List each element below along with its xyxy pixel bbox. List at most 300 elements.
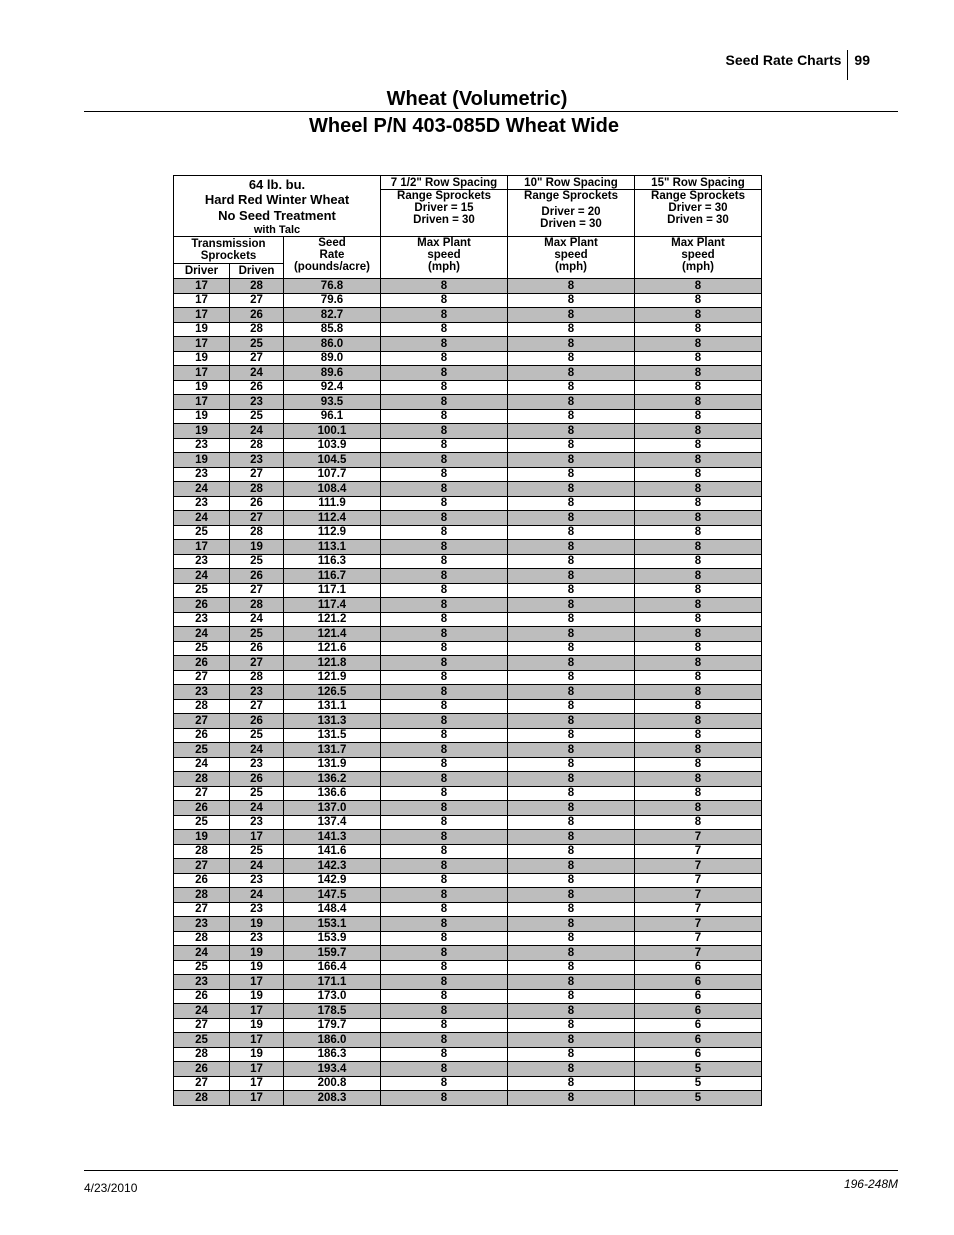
- driver-cell: 26: [174, 656, 230, 671]
- driven-cell: 28: [230, 279, 284, 294]
- range-label: Range Sprockets: [524, 190, 618, 202]
- driven-cell: 23: [230, 931, 284, 946]
- seed-weight-label: 64 lb. bu.: [248, 177, 306, 192]
- table-row: [174, 815, 762, 830]
- seed-rate-cell: 121.9: [284, 670, 381, 685]
- table-row: [174, 453, 762, 468]
- table-row: [174, 656, 762, 671]
- seed-name-label: Hard Red Winter Wheat: [204, 192, 350, 207]
- driver-cell: 26: [174, 801, 230, 816]
- seed-rate-cell: 193.4: [284, 1062, 381, 1077]
- seed-rate-cell: 103.9: [284, 438, 381, 453]
- driven-cell: 17: [230, 1062, 284, 1077]
- speed-7-5-cell: 8: [381, 931, 508, 946]
- speed-10-cell: 8: [508, 1018, 635, 1033]
- running-header: [725, 52, 870, 80]
- speed-10-cell: 8: [508, 786, 635, 801]
- speed-15-cell: 6: [635, 1033, 762, 1048]
- driver-cell: 27: [174, 902, 230, 917]
- driven-cell: 28: [230, 525, 284, 540]
- speed-10-cell: 8: [508, 888, 635, 903]
- driven-cell: 23: [230, 902, 284, 917]
- seed-rate-cell: 86.0: [284, 337, 381, 352]
- speed-15-cell: 8: [635, 322, 762, 337]
- speed-7-5-cell: 8: [381, 322, 508, 337]
- speed-15-cell: 8: [635, 670, 762, 685]
- table-row: [174, 641, 762, 656]
- speed-15-cell: 8: [635, 293, 762, 308]
- driven-cell: 19: [230, 540, 284, 555]
- seed-rate-cell: 89.0: [284, 351, 381, 366]
- driven-cell: 17: [230, 1033, 284, 1048]
- driven-cell: 24: [230, 424, 284, 439]
- speed-7-5-cell: 8: [381, 598, 508, 613]
- driver-cell: 26: [174, 1062, 230, 1077]
- speed-10-cell: 8: [508, 308, 635, 323]
- max-speed-header-10: [508, 237, 635, 279]
- speed-10-cell: 8: [508, 685, 635, 700]
- seed-rate-cell: 131.5: [284, 728, 381, 743]
- speed-10-cell: 8: [508, 873, 635, 888]
- speed-7-5-cell: 8: [381, 670, 508, 685]
- max-speed-label: Max Plant: [671, 237, 725, 249]
- driven-cell: 19: [230, 1018, 284, 1033]
- driven-col-header: Driven: [230, 264, 284, 279]
- speed-15-cell: 8: [635, 757, 762, 772]
- seed-rate-cell: 121.4: [284, 627, 381, 642]
- speed-10-cell: 8: [508, 989, 635, 1004]
- speed-label: speed: [554, 249, 588, 261]
- speed-15-cell: 7: [635, 859, 762, 874]
- seed-rate-cell: 159.7: [284, 946, 381, 961]
- table-row: [174, 714, 762, 729]
- table-row: [174, 1076, 762, 1091]
- driver-cell: 19: [174, 322, 230, 337]
- driven-cell: 26: [230, 380, 284, 395]
- spacing-header-15: 15" Row Spacing: [635, 176, 762, 190]
- range-driver-label: Driver = 30: [668, 202, 728, 214]
- table-row: [174, 1033, 762, 1048]
- speed-10-cell: 8: [508, 366, 635, 381]
- page-number: 99: [854, 52, 870, 68]
- speed-10-cell: 8: [508, 525, 635, 540]
- speed-10-cell: 8: [508, 351, 635, 366]
- driver-cell: 24: [174, 627, 230, 642]
- seed-rate-cell: 121.8: [284, 656, 381, 671]
- spacing-header-10: 10" Row Spacing: [508, 176, 635, 190]
- driver-cell: 19: [174, 351, 230, 366]
- seed-rate-cell: 131.1: [284, 699, 381, 714]
- driven-cell: 23: [230, 815, 284, 830]
- max-speed-header-7-5: [381, 237, 508, 279]
- speed-10-cell: 8: [508, 975, 635, 990]
- speed-7-5-cell: 8: [381, 583, 508, 598]
- driven-cell: 26: [230, 496, 284, 511]
- speed-10-cell: 8: [508, 612, 635, 627]
- driven-cell: 17: [230, 830, 284, 845]
- speed-10-cell: 8: [508, 380, 635, 395]
- driven-cell: 17: [230, 1004, 284, 1019]
- speed-10-cell: 8: [508, 772, 635, 787]
- seed-description-cell: [174, 176, 381, 237]
- speed-10-cell: 8: [508, 337, 635, 352]
- driver-cell: 25: [174, 743, 230, 758]
- driven-cell: 26: [230, 641, 284, 656]
- header-divider: [847, 50, 848, 80]
- table-row: [174, 337, 762, 352]
- seed-rate-cell: 147.5: [284, 888, 381, 903]
- driver-cell: 19: [174, 424, 230, 439]
- speed-10-cell: 8: [508, 1004, 635, 1019]
- driven-cell: 24: [230, 888, 284, 903]
- speed-7-5-cell: 8: [381, 337, 508, 352]
- table-row: [174, 931, 762, 946]
- speed-10-cell: 8: [508, 583, 635, 598]
- speed-15-cell: 8: [635, 641, 762, 656]
- speed-7-5-cell: 8: [381, 757, 508, 772]
- speed-10-cell: 8: [508, 467, 635, 482]
- seed-rate-cell: 131.7: [284, 743, 381, 758]
- seed-rate-cell: 178.5: [284, 1004, 381, 1019]
- table-row: [174, 888, 762, 903]
- table-row: [174, 743, 762, 758]
- speed-7-5-cell: 8: [381, 424, 508, 439]
- driven-cell: 27: [230, 656, 284, 671]
- seed-rate-cell: 121.2: [284, 612, 381, 627]
- speed-7-5-cell: 8: [381, 743, 508, 758]
- driver-cell: 24: [174, 511, 230, 526]
- speed-10-cell: 8: [508, 438, 635, 453]
- seed-rate-cell: 208.3: [284, 1091, 381, 1106]
- seed-rate-header: [284, 237, 381, 279]
- speed-7-5-cell: 8: [381, 714, 508, 729]
- driver-cell: 25: [174, 1033, 230, 1048]
- driven-cell: 26: [230, 308, 284, 323]
- driver-cell: 26: [174, 598, 230, 613]
- driven-cell: 25: [230, 337, 284, 352]
- speed-10-cell: 8: [508, 424, 635, 439]
- table-row: [174, 380, 762, 395]
- speed-10-cell: 8: [508, 482, 635, 497]
- seed-rate-cell: 112.9: [284, 525, 381, 540]
- driver-cell: 24: [174, 1004, 230, 1019]
- speed-15-cell: 7: [635, 873, 762, 888]
- page-subtitle: Wheel P/N 403-085D Wheat Wide: [309, 115, 619, 137]
- driver-cell: 27: [174, 670, 230, 685]
- speed-15-cell: 6: [635, 975, 762, 990]
- driven-cell: 27: [230, 511, 284, 526]
- driver-cell: 26: [174, 728, 230, 743]
- table-row: [174, 728, 762, 743]
- speed-10-cell: 8: [508, 569, 635, 584]
- driven-cell: 17: [230, 975, 284, 990]
- seed-rate-cell: 137.4: [284, 815, 381, 830]
- driven-cell: 23: [230, 395, 284, 410]
- table-row: [174, 511, 762, 526]
- seed-rate-cell: 148.4: [284, 902, 381, 917]
- driven-cell: 24: [230, 859, 284, 874]
- driven-cell: 24: [230, 801, 284, 816]
- table-row: [174, 946, 762, 961]
- speed-7-5-cell: 8: [381, 511, 508, 526]
- driven-cell: 26: [230, 772, 284, 787]
- driver-cell: 25: [174, 960, 230, 975]
- speed-15-cell: 8: [635, 714, 762, 729]
- table-row: [174, 467, 762, 482]
- speed-7-5-cell: 8: [381, 409, 508, 424]
- speed-7-5-cell: 8: [381, 815, 508, 830]
- seed-rate-cell: 92.4: [284, 380, 381, 395]
- speed-7-5-cell: 8: [381, 917, 508, 932]
- driven-cell: 25: [230, 409, 284, 424]
- seed-rate-cell: 166.4: [284, 960, 381, 975]
- speed-7-5-cell: 8: [381, 1062, 508, 1077]
- speed-7-5-cell: 8: [381, 685, 508, 700]
- speed-10-cell: 8: [508, 409, 635, 424]
- driver-cell: 24: [174, 757, 230, 772]
- table-row: [174, 554, 762, 569]
- speed-10-cell: 8: [508, 757, 635, 772]
- seed-rate-cell: 131.3: [284, 714, 381, 729]
- seed-rate-cell: 200.8: [284, 1076, 381, 1091]
- mph-label: (mph): [428, 261, 460, 273]
- speed-15-cell: 7: [635, 830, 762, 845]
- speed-15-cell: 8: [635, 525, 762, 540]
- table-row: [174, 975, 762, 990]
- table-row: [174, 699, 762, 714]
- speed-7-5-cell: 8: [381, 641, 508, 656]
- sprockets-label: Sprockets: [200, 250, 257, 262]
- speed-10-cell: 8: [508, 917, 635, 932]
- table-row: [174, 496, 762, 511]
- speed-7-5-cell: 8: [381, 293, 508, 308]
- driver-cell: 25: [174, 583, 230, 598]
- table-row: [174, 308, 762, 323]
- table-row: [174, 1062, 762, 1077]
- speed-15-cell: 8: [635, 699, 762, 714]
- table-body: [174, 279, 762, 1106]
- speed-7-5-cell: 8: [381, 612, 508, 627]
- table-row: [174, 960, 762, 975]
- driver-cell: 19: [174, 830, 230, 845]
- seed-rate-cell: 141.6: [284, 844, 381, 859]
- seed-rate-cell: 153.9: [284, 931, 381, 946]
- speed-7-5-cell: 8: [381, 496, 508, 511]
- driven-cell: 19: [230, 917, 284, 932]
- speed-10-cell: 8: [508, 946, 635, 961]
- driven-cell: 27: [230, 699, 284, 714]
- seed-rate-cell: 136.2: [284, 772, 381, 787]
- speed-10-cell: 8: [508, 496, 635, 511]
- seed-rate-cell: 107.7: [284, 467, 381, 482]
- seed-rate-cell: 117.4: [284, 598, 381, 613]
- speed-10-cell: 8: [508, 279, 635, 294]
- mph-label: (mph): [682, 261, 714, 273]
- speed-7-5-cell: 8: [381, 873, 508, 888]
- seed-rate-cell: 111.9: [284, 496, 381, 511]
- driver-cell: 25: [174, 641, 230, 656]
- driven-cell: 27: [230, 583, 284, 598]
- speed-15-cell: 8: [635, 496, 762, 511]
- mph-label: (mph): [555, 261, 587, 273]
- max-speed-header-15: [635, 237, 762, 279]
- speed-10-cell: 8: [508, 728, 635, 743]
- driven-cell: 25: [230, 554, 284, 569]
- speed-15-cell: 8: [635, 380, 762, 395]
- speed-15-cell: 8: [635, 685, 762, 700]
- speed-10-cell: 8: [508, 743, 635, 758]
- driven-cell: 23: [230, 873, 284, 888]
- table-row: [174, 1018, 762, 1033]
- speed-10-cell: 8: [508, 511, 635, 526]
- speed-7-5-cell: 8: [381, 1004, 508, 1019]
- speed-7-5-cell: 8: [381, 308, 508, 323]
- seed-talc-label: with Talc: [253, 224, 301, 236]
- driver-cell: 28: [174, 772, 230, 787]
- speed-7-5-cell: 8: [381, 1018, 508, 1033]
- table-row: [174, 525, 762, 540]
- driven-cell: 25: [230, 786, 284, 801]
- speed-10-cell: 8: [508, 931, 635, 946]
- driver-cell: 27: [174, 786, 230, 801]
- driver-cell: 28: [174, 931, 230, 946]
- driver-cell: 19: [174, 409, 230, 424]
- table-row: [174, 612, 762, 627]
- driven-cell: 19: [230, 989, 284, 1004]
- speed-15-cell: 5: [635, 1076, 762, 1091]
- speed-10-cell: 8: [508, 830, 635, 845]
- speed-10-cell: 8: [508, 554, 635, 569]
- seed-rate-cell: 171.1: [284, 975, 381, 990]
- speed-15-cell: 8: [635, 598, 762, 613]
- speed-7-5-cell: 8: [381, 438, 508, 453]
- driven-cell: 19: [230, 1047, 284, 1062]
- driven-cell: 24: [230, 743, 284, 758]
- range-driven-label: Driven = 30: [540, 218, 602, 230]
- seed-rate-cell: 93.5: [284, 395, 381, 410]
- table-row: [174, 366, 762, 381]
- seed-rate-cell: 141.3: [284, 830, 381, 845]
- driven-cell: 23: [230, 685, 284, 700]
- speed-15-cell: 6: [635, 989, 762, 1004]
- speed-10-cell: 8: [508, 844, 635, 859]
- driver-cell: 17: [174, 395, 230, 410]
- speed-15-cell: 8: [635, 482, 762, 497]
- speed-10-cell: 8: [508, 598, 635, 613]
- speed-10-cell: 8: [508, 293, 635, 308]
- seed-rate-cell: 82.7: [284, 308, 381, 323]
- table-row: [174, 627, 762, 642]
- speed-10-cell: 8: [508, 960, 635, 975]
- driver-cell: 26: [174, 873, 230, 888]
- speed-15-cell: 7: [635, 946, 762, 961]
- table-row: [174, 873, 762, 888]
- driver-cell: 28: [174, 888, 230, 903]
- driver-cell: 23: [174, 612, 230, 627]
- speed-10-cell: 8: [508, 453, 635, 468]
- seed-rate-cell: 100.1: [284, 424, 381, 439]
- driver-cell: 28: [174, 699, 230, 714]
- table-row: [174, 1047, 762, 1062]
- seed-rate-cell: 89.6: [284, 366, 381, 381]
- driver-cell: 17: [174, 540, 230, 555]
- speed-15-cell: 6: [635, 1018, 762, 1033]
- speed-7-5-cell: 8: [381, 975, 508, 990]
- speed-7-5-cell: 8: [381, 540, 508, 555]
- speed-15-cell: 7: [635, 902, 762, 917]
- table-row: [174, 583, 762, 598]
- speed-10-cell: 8: [508, 1091, 635, 1106]
- seed-rate-cell: 136.6: [284, 786, 381, 801]
- driver-cell: 17: [174, 279, 230, 294]
- speed-7-5-cell: 8: [381, 989, 508, 1004]
- driven-cell: 19: [230, 946, 284, 961]
- driven-cell: 27: [230, 467, 284, 482]
- speed-10-cell: 8: [508, 902, 635, 917]
- speed-10-cell: 8: [508, 670, 635, 685]
- driver-cell: 23: [174, 438, 230, 453]
- speed-15-cell: 7: [635, 931, 762, 946]
- speed-15-cell: 8: [635, 453, 762, 468]
- speed-15-cell: 8: [635, 395, 762, 410]
- seed-rate-cell: 121.6: [284, 641, 381, 656]
- driver-cell: 28: [174, 1047, 230, 1062]
- table-row: [174, 322, 762, 337]
- seed-rate-cell: 116.7: [284, 569, 381, 584]
- seed-rate-cell: 117.1: [284, 583, 381, 598]
- speed-7-5-cell: 8: [381, 801, 508, 816]
- seed-rate-cell: 112.4: [284, 511, 381, 526]
- seed-treatment-label: No Seed Treatment: [218, 208, 336, 223]
- table-row: [174, 757, 762, 772]
- table-row: [174, 540, 762, 555]
- range-label: Range Sprockets: [651, 190, 745, 202]
- driven-cell: 26: [230, 569, 284, 584]
- speed-7-5-cell: 8: [381, 728, 508, 743]
- range-driver-label: Driver = 15: [414, 202, 474, 214]
- speed-7-5-cell: 8: [381, 1091, 508, 1106]
- driver-cell: 24: [174, 569, 230, 584]
- range-label: Range Sprockets: [397, 190, 491, 202]
- table-row: [174, 786, 762, 801]
- seed-rate-label-1: Seed: [318, 237, 346, 249]
- speed-10-cell: 8: [508, 656, 635, 671]
- speed-15-cell: 8: [635, 351, 762, 366]
- speed-15-cell: 6: [635, 960, 762, 975]
- driven-cell: 28: [230, 322, 284, 337]
- speed-15-cell: 8: [635, 786, 762, 801]
- table-row: [174, 279, 762, 294]
- speed-10-cell: 8: [508, 1033, 635, 1048]
- seed-rate-cell: 108.4: [284, 482, 381, 497]
- driven-cell: 25: [230, 627, 284, 642]
- seed-rate-cell: 142.3: [284, 859, 381, 874]
- transmission-sprockets-header: [174, 237, 284, 264]
- table-row: [174, 830, 762, 845]
- speed-7-5-cell: 8: [381, 482, 508, 497]
- seed-rate-label-2: Rate: [319, 249, 345, 261]
- driver-cell: 23: [174, 685, 230, 700]
- speed-10-cell: 8: [508, 859, 635, 874]
- spacing-header-7-5: 7 1/2" Row Spacing: [381, 176, 508, 190]
- driver-cell: 23: [174, 975, 230, 990]
- driven-cell: 17: [230, 1091, 284, 1106]
- table-row: [174, 1091, 762, 1106]
- speed-7-5-cell: 8: [381, 902, 508, 917]
- speed-7-5-cell: 8: [381, 772, 508, 787]
- speed-15-cell: 8: [635, 743, 762, 758]
- seed-rate-cell: 179.7: [284, 1018, 381, 1033]
